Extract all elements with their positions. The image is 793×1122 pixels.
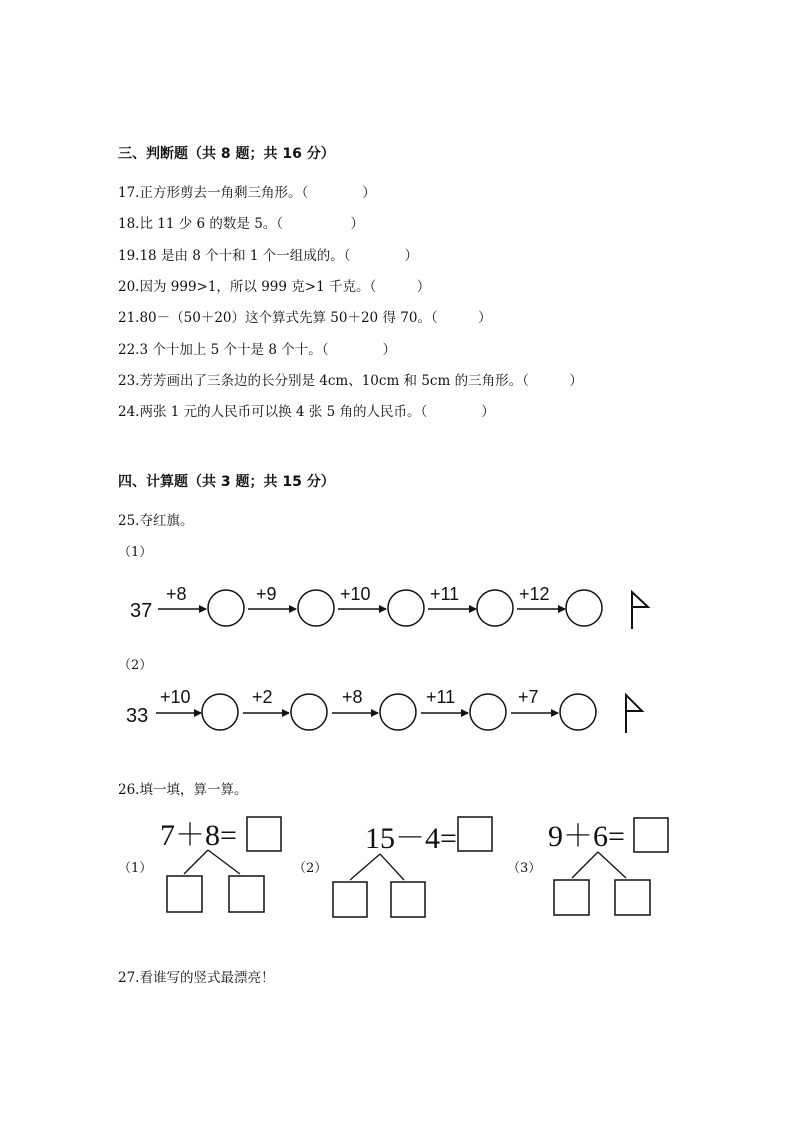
question-text: 20.因为 999>1，所以 999 克>1 千克。 (118, 279, 370, 295)
chain2-start-number: 33 (126, 705, 149, 727)
question-text: 21.80－（50＋20）这个算式先算 50＋20 得 70。 (118, 310, 431, 326)
split-line (184, 850, 208, 874)
answer-paren[interactable]: （ ） (420, 404, 495, 420)
q26-equation-1: 7＋8= (160, 819, 237, 852)
section-4-heading: 四、计算题（共 3 题；共 15 分） (118, 474, 335, 490)
answer-box[interactable] (167, 876, 202, 912)
answer-paren[interactable]: （ ） (301, 185, 376, 201)
answer-box[interactable] (634, 818, 668, 852)
question-26-title: 26.填一填，算一算。 (118, 782, 248, 798)
q26-item3-label: （3） (507, 861, 542, 876)
q26-equation-2: 15－4= (365, 822, 457, 855)
chain1-op-5: +12 (519, 584, 550, 604)
answer-box[interactable] (333, 882, 367, 917)
question-text: 24.两张 1 元的人民币可以换 4 张 5 角的人民币。 (118, 404, 421, 420)
answer-box[interactable] (615, 880, 650, 915)
answer-paren[interactable]: （ ） (321, 342, 396, 358)
question-25-part2-label: （2） (118, 658, 153, 673)
question-text: 23.芳芳画出了三条边的长分别是 4cm、10cm 和 5cm 的三角形。 (118, 373, 523, 389)
question-text: 17.正方形剪去一角剩三角形。 (118, 185, 302, 201)
answer-paren[interactable]: （ ） (276, 216, 365, 232)
answer-paren[interactable]: （ ） (343, 248, 419, 264)
chain2-op-1: +10 (160, 687, 191, 707)
answer-box[interactable] (247, 817, 281, 851)
chain1-start-number: 37 (130, 600, 153, 622)
question-25-part1-label: （1） (118, 545, 153, 560)
q26-item1-label: （1） (118, 861, 153, 876)
split-line (598, 852, 626, 878)
question-text: 19.18 是由 8 个十和 1 个一组成的。 (118, 248, 344, 264)
question-text: 18.比 11 少 6 的数是 5。 (118, 216, 277, 232)
answer-paren[interactable]: （ ） (522, 373, 583, 389)
split-line (350, 854, 380, 880)
question-27-title: 27.看谁写的竖式最漂亮！ (118, 970, 275, 986)
chain1-op-2: +9 (256, 584, 277, 604)
answer-paren[interactable]: （ ） (369, 279, 431, 295)
split-line (380, 854, 404, 880)
chain2-op-5: +7 (518, 687, 539, 707)
split-line (572, 852, 598, 878)
chain2-op-2: +2 (252, 687, 273, 707)
chain1-op-4: +11 (430, 584, 460, 604)
question-25-title: 25.夺红旗。 (118, 513, 194, 529)
answer-paren[interactable]: （ ） (430, 310, 492, 326)
chain1-op-1: +8 (166, 584, 187, 604)
q26-equation-3: 9＋6= (548, 820, 625, 853)
chain1-op-3: +10 (340, 584, 371, 604)
split-line (208, 850, 240, 874)
chain2-op-4: +11 (426, 687, 456, 707)
answer-box[interactable] (458, 817, 492, 851)
section-3-heading: 三、判断题（共 8 题；共 16 分） (118, 146, 335, 162)
chain2-op-3: +8 (342, 687, 363, 707)
answer-box[interactable] (391, 882, 425, 917)
answer-box[interactable] (229, 876, 264, 912)
answer-box[interactable] (554, 880, 589, 915)
question-text: 22.3 个十加上 5 个十是 8 个十。 (118, 342, 322, 358)
q26-item2-label: （2） (293, 861, 328, 876)
